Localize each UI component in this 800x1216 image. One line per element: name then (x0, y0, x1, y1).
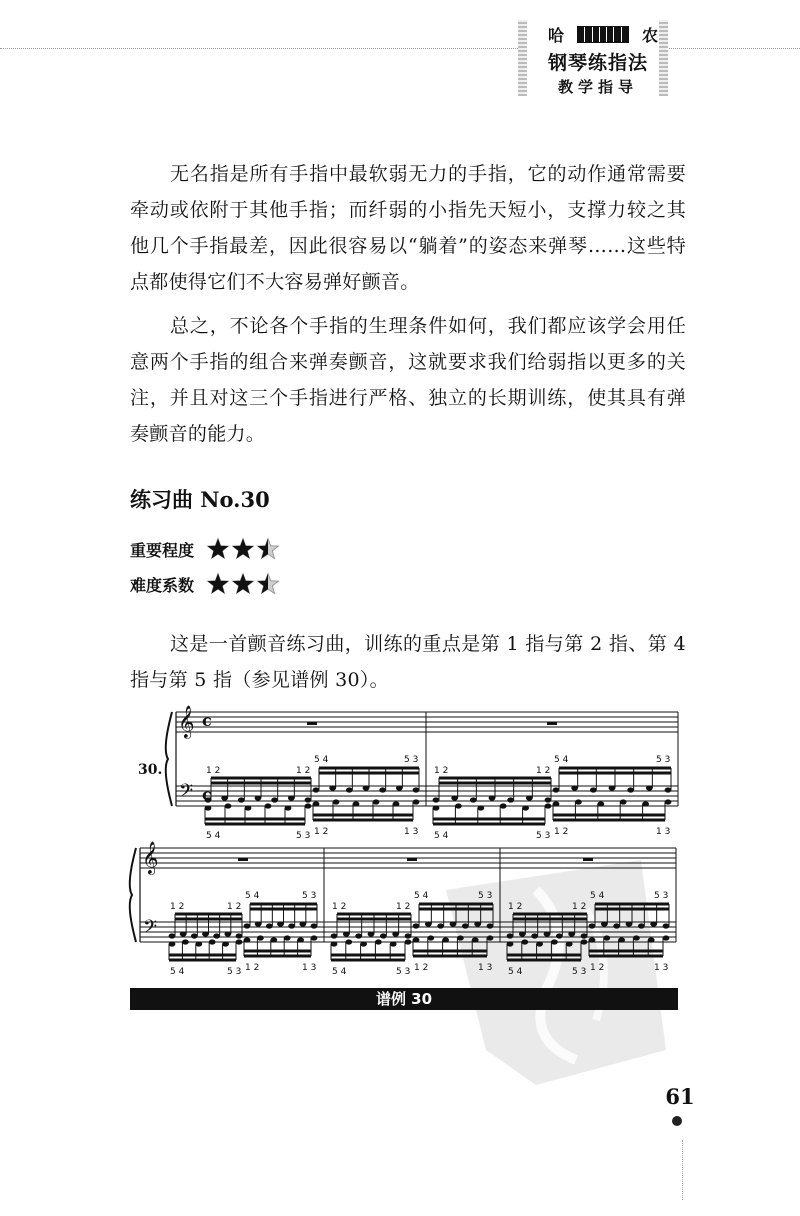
system-2-measure-2-left-upper-voice-notehead (392, 931, 399, 936)
system-1-measure-1-fingering: 5 3 (296, 831, 311, 841)
system-2-measure-1-right-lower-voice-beam (244, 955, 311, 958)
system-1-measure-2-right-lower-voice-beam (553, 819, 665, 822)
system-2-measure-1-right-lower-voice-beam (244, 950, 311, 953)
importance-label: 重要程度 (130, 540, 195, 560)
star-full-icon (206, 537, 230, 561)
system-2-measure-2-right-upper-voice-beam (419, 903, 493, 906)
system-2-measure-3-right-upper-voice-notehead (650, 921, 657, 926)
paragraph-weak-fingers: 无名指是所有手指中最软弱无力的手指，它的动作通常需要牵动或依附于其他手指；而纤弱的小指先天短小，支撑力较之其他几个手指最差，因此很容易以“躺着”的姿态来弹琴……这些特点都使得它们不大容易弹好颤音。 (130, 163, 686, 293)
system-1-measure-1-left-upper-voice-notehead (238, 797, 245, 802)
system-2-measure-2-right-lower-voice-notehead (413, 937, 420, 942)
system-1-measure-2-fingering: 5 4 (554, 755, 569, 765)
system-1-measure-2-fingering: 5 3 (536, 831, 551, 841)
system-2-measure-3-right-lower-voice-notehead (663, 935, 670, 940)
system-2-treble-clef-icon: 𝄞 (142, 841, 159, 874)
importance-stars (206, 537, 281, 561)
page-edge-mark (682, 1140, 683, 1200)
system-2-measure-1-right-upper-voice-notehead (244, 923, 251, 928)
system-2-measure-2-left-upper-voice-notehead (405, 933, 412, 938)
system-2-measure-1-left-lower-voice-beam (169, 954, 236, 957)
system-2-measure-2-right-lower-voice-notehead (457, 935, 464, 940)
system-2-measure-2-fingering: 1 2 (414, 963, 429, 973)
system-2-measure-3-left-upper-voice-notehead (531, 933, 538, 938)
system-1-measure-2-left-upper-voice-notehead (433, 797, 440, 802)
system-2-measure-3-left-lower-voice-notehead (551, 939, 558, 944)
system-2-measure-2-right-upper-voice-notehead (450, 921, 457, 926)
system-2-measure-3-right-lower-voice-beam (589, 950, 663, 953)
importance-rating (130, 536, 281, 562)
system-1-measure-2-right-upper-voice-notehead (590, 787, 597, 792)
system-2-measure-1-right-upper-voice-beam (250, 908, 317, 911)
system-2-measure-3-fingering: 1 3 (654, 963, 669, 973)
system-2-measure-2-fingering: 5 3 (396, 967, 411, 977)
system-1-measure-1-right-lower-voice-notehead (313, 801, 320, 806)
paragraph-conclusion: 总之，不论各个手指的生理条件如何，我们都应该学会用任意两个手指的组合来弹奏颤音，这就要求我们给弱指以更多的关注，并且对这三个手指进行严格、独立的长期训练，使其具有弹奏颤音的能力。 (130, 315, 686, 445)
system-2-measure-2-left-upper-voice-beam (337, 913, 411, 916)
system-1-measure-2-right-upper-voice-notehead (627, 787, 634, 792)
header-edge-right (659, 20, 668, 96)
system-1-brace-icon (166, 712, 172, 806)
system-2-measure-3-right-upper-voice-notehead (626, 921, 633, 926)
system-2-measure-2-right-upper-voice-notehead (413, 923, 420, 928)
star-half-icon (256, 572, 280, 596)
system-2-measure-1-fingering: 1 2 (245, 963, 260, 973)
system-2-measure-3-rest-icon (583, 858, 593, 861)
system-1-measure-2-left-upper-voice-beam (439, 782, 551, 785)
difficulty-stars (206, 572, 281, 596)
system-1-measure-2-left-lower-voice-notehead (500, 803, 507, 808)
system-2-measure-3-left-lower-voice-notehead (521, 939, 528, 944)
system-2-measure-2-right-upper-voice-notehead (462, 923, 469, 928)
system-1-measure-1-left-lower-voice-notehead (205, 805, 212, 810)
system-2-measure-3-right-lower-voice-notehead (633, 935, 640, 940)
system-2-measure-1-left-lower-voice-notehead (195, 941, 202, 946)
system-1-measure-1-fingering: 1 2 (296, 766, 311, 776)
system-2-measure-1-left-upper-voice-notehead (224, 931, 231, 936)
header-edge-left (518, 20, 527, 96)
system-2-measure-3-left-lower-voice-beam (507, 954, 581, 957)
system-2-measure-1-right-upper-voice-notehead (299, 921, 306, 926)
system-1-measure-1-left-lower-voice-notehead (305, 803, 312, 808)
system-2-measure-3-left-lower-voice-notehead (507, 941, 514, 946)
system-1-measure-2-right-upper-voice-notehead (665, 787, 672, 792)
system-1-measure-2-left-upper-voice-notehead (470, 797, 477, 802)
system-2-measure-3-right-lower-voice-notehead (648, 937, 655, 942)
system-2-measure-2-fingering: 1 2 (396, 902, 411, 912)
system-2-measure-2-fingering: 5 4 (332, 967, 347, 977)
system-2-measure-3-left-lower-voice-notehead (566, 941, 573, 946)
system-2-measure-2-right-lower-voice-beam (413, 950, 487, 953)
system-1-measure-2-left-upper-voice-notehead (526, 795, 533, 800)
system-2-measure-1-fingering: 1 2 (170, 902, 185, 912)
system-1-measure-2-left-upper-voice-notehead (507, 797, 514, 802)
system-1-measure-2-right-upper-voice-notehead (553, 787, 560, 792)
system-2-measure-3-fingering: 5 4 (590, 891, 605, 901)
system-1-measure-1-left-upper-voice-notehead (305, 797, 312, 802)
system-2-measure-2-left-lower-voice-notehead (390, 941, 397, 946)
system-1-measure-2-fingering: 1 2 (554, 827, 569, 837)
system-2-measure-1-right-lower-voice-notehead (284, 935, 291, 940)
system-1-measure-2-left-lower-voice-beam (433, 823, 545, 826)
difficulty-label: 难度系数 (130, 575, 195, 595)
system-1-measure-2-fingering: 1 2 (536, 766, 551, 776)
system-2-measure-1-rest-icon (238, 858, 248, 861)
system-2-measure-3-left-upper-voice-notehead (581, 933, 588, 938)
system-1-measure-2-right-lower-voice-notehead (665, 799, 672, 804)
system-1-measure-2-right-upper-voice-notehead (646, 785, 653, 790)
system-2-measure-3-fingering: 1 2 (590, 963, 605, 973)
system-1-time-signature: c (202, 711, 212, 730)
system-2-measure-3-right-upper-voice-notehead (601, 921, 608, 926)
system-2-measure-3-left-lower-voice-beam (507, 959, 581, 962)
system-1-measure-1-fingering: 5 3 (404, 755, 419, 765)
system-1-measure-1-fingering: 1 2 (314, 827, 329, 837)
system-1-measure-1-left-lower-voice-beam (205, 818, 305, 821)
system-2-measure-1-left-upper-voice-notehead (213, 933, 220, 938)
system-2-measure-2-right-lower-voice-notehead (472, 937, 479, 942)
system-2-measure-1-fingering: 5 3 (302, 891, 317, 901)
system-1-measure-2-fingering: 1 3 (656, 827, 671, 837)
system-2-measure-1-left-lower-voice-notehead (236, 939, 243, 944)
system-1-measure-1-left-lower-voice-notehead (265, 803, 272, 808)
header-rule (0, 48, 800, 49)
system-2-measure-1-left-upper-voice-notehead (169, 933, 176, 938)
system-1-measure-1-left-upper-voice-notehead (255, 795, 262, 800)
system-2-measure-2-left-upper-voice-notehead (343, 931, 350, 936)
system-2-measure-2-fingering: 1 3 (478, 963, 493, 973)
author-left-char: 哈 (548, 25, 565, 45)
system-2-measure-2-left-upper-voice-notehead (355, 933, 362, 938)
system-1-measure-2-right-upper-voice-beam (559, 772, 671, 775)
system-2-measure-3-right-lower-voice-notehead (603, 935, 610, 940)
system-2-measure-3-left-upper-voice-notehead (519, 931, 526, 936)
system-1-measure-1-fingering: 1 3 (404, 827, 419, 837)
system-2-measure-2-left-lower-voice-beam (331, 959, 405, 962)
system-2-measure-1-right-upper-voice-notehead (288, 923, 295, 928)
system-2-measure-1-left-lower-voice-notehead (222, 941, 229, 946)
system-1-example-number: 30. (138, 762, 163, 778)
system-2-measure-1-left-lower-voice-notehead (209, 939, 216, 944)
system-2-measure-1-right-lower-voice-notehead (311, 935, 318, 940)
system-2-measure-2-left-lower-voice-notehead (405, 939, 412, 944)
system-2-measure-1-right-upper-voice-notehead (266, 923, 273, 928)
system-2-measure-3-left-upper-voice-notehead (507, 933, 514, 938)
system-2-measure-1-left-upper-voice-notehead (202, 931, 209, 936)
system-1-measure-1-left-upper-voice-beam (211, 777, 311, 780)
system-2-measure-1-left-upper-voice-beam (175, 913, 242, 916)
system-1-measure-2-left-upper-voice-beam (439, 777, 551, 780)
etude-title: 练习曲 No.30 (130, 487, 270, 512)
system-1-measure-2-left-lower-voice-notehead (522, 805, 529, 810)
system-1-measure-1-right-lower-voice-notehead (413, 799, 420, 804)
system-1-measure-2-right-lower-voice-notehead (553, 801, 560, 806)
system-2-measure-1-right-upper-voice-notehead (277, 921, 284, 926)
system-2-measure-3-left-lower-voice-notehead (581, 939, 588, 944)
system-2-measure-1-right-lower-voice-notehead (270, 937, 277, 942)
system-2-measure-3-left-upper-voice-beam (513, 913, 587, 916)
system-2-measure-1-right-lower-voice-notehead (257, 935, 264, 940)
system-2-measure-2-rest-icon (407, 858, 417, 861)
system-1-measure-1-left-upper-voice-notehead (271, 797, 278, 802)
system-2-measure-2-right-upper-voice-notehead (474, 921, 481, 926)
system-2-measure-1-left-lower-voice-notehead (182, 939, 189, 944)
system-2-measure-1-fingering: 1 3 (302, 963, 317, 973)
system-1-measure-1-fingering: 5 4 (314, 755, 329, 765)
system-2-measure-2-left-lower-voice-notehead (360, 941, 367, 946)
system-2-measure-1-left-upper-voice-notehead (180, 931, 187, 936)
system-2-measure-3-right-lower-voice-beam (589, 955, 663, 958)
system-2-measure-2-right-upper-voice-notehead (437, 923, 444, 928)
system-2-measure-3-fingering: 5 3 (572, 967, 587, 977)
system-2-measure-2-left-lower-voice-notehead (331, 941, 338, 946)
paragraph-etude-intro: 这是一首颤音练习曲，训练的重点是第 1 指与第 2 指、第 4 指与第 5 指（参见谱例 30）。 (130, 633, 686, 691)
system-1-measure-1-right-upper-voice-notehead (363, 785, 370, 790)
system-2-measure-3-right-upper-voice-notehead (613, 923, 620, 928)
system-1-measure-1-right-lower-voice-notehead (333, 799, 340, 804)
system-1-measure-2-right-lower-voice-notehead (597, 801, 604, 806)
system-2-measure-2-left-upper-voice-notehead (380, 933, 387, 938)
system-2-measure-1-left-upper-voice-beam (175, 918, 242, 921)
system-1-measure-1-right-lower-voice-beam (313, 819, 413, 822)
author-right-char: 农 (641, 25, 658, 45)
system-2-measure-1-fingering: 5 3 (227, 967, 242, 977)
star-half-icon (256, 537, 280, 561)
system-2-bass-clef-icon: 𝄢 (143, 917, 158, 942)
system-2-measure-3-left-upper-voice-beam (513, 918, 587, 921)
system-1-measure-1-left-lower-voice-notehead (225, 803, 232, 808)
running-header (518, 14, 668, 98)
system-1-measure-2-left-lower-voice-notehead (455, 803, 462, 808)
system-1-measure-1-right-upper-voice-notehead (313, 787, 320, 792)
system-1-measure-2-right-lower-voice-notehead (575, 799, 582, 804)
system-1-measure-2-left-upper-voice-notehead (545, 797, 552, 802)
system-2-measure-1-right-upper-voice-beam (250, 903, 317, 906)
system-1-measure-2-left-lower-voice-notehead (433, 805, 440, 810)
system-1-measure-1-fingering: 5 4 (206, 831, 221, 841)
system-1-measure-1-right-lower-voice-notehead (373, 799, 380, 804)
system-2-measure-3-right-upper-voice-notehead (663, 923, 670, 928)
system-1-measure-2-fingering: 1 2 (434, 766, 449, 776)
system-2-measure-1-right-lower-voice-notehead (244, 937, 251, 942)
system-1-measure-2-left-lower-voice-notehead (477, 805, 484, 810)
difficulty-rating (130, 571, 281, 597)
system-1-time-signature: c (202, 785, 212, 804)
system-2-measure-1-left-lower-voice-notehead (169, 941, 176, 946)
system-2-measure-3-right-upper-voice-notehead (589, 923, 596, 928)
system-2-measure-2-right-upper-voice-beam (419, 908, 493, 911)
system-2-measure-2-left-lower-voice-notehead (375, 939, 382, 944)
system-1-measure-2-rest-icon (547, 722, 557, 725)
system-1-measure-1-left-lower-voice-notehead (285, 805, 292, 810)
system-1-treble-clef-icon: 𝄞 (178, 705, 195, 738)
system-2-measure-3-fingering: 1 2 (508, 902, 523, 912)
system-1-measure-1-right-upper-voice-beam (319, 772, 419, 775)
system-2-measure-3-left-upper-voice-notehead (544, 931, 551, 936)
system-2-measure-1-left-lower-voice-beam (169, 959, 236, 962)
system-2-measure-2-left-upper-voice-beam (337, 918, 411, 921)
piano-keys-icon (577, 26, 629, 43)
system-1-measure-2-right-upper-voice-notehead (609, 785, 616, 790)
system-2-measure-2-fingering: 5 3 (478, 891, 493, 901)
system-2-measure-2-left-upper-voice-notehead (331, 933, 338, 938)
system-1-measure-1-right-upper-voice-notehead (396, 785, 403, 790)
system-1-measure-1-right-upper-voice-notehead (329, 785, 336, 790)
system-1-measure-2-right-upper-voice-beam (559, 767, 671, 770)
system-1-measure-2-fingering: 5 3 (656, 755, 671, 765)
system-2-measure-2-right-upper-voice-notehead (487, 923, 494, 928)
score-example (128, 700, 680, 990)
book-title: 钢琴练指法 (547, 52, 648, 74)
system-2-measure-3-right-upper-voice-notehead (638, 923, 645, 928)
system-2-measure-2-right-lower-voice-notehead (442, 937, 449, 942)
system-2-measure-1-left-upper-voice-notehead (236, 933, 243, 938)
system-1-measure-1-rest-icon (307, 722, 317, 725)
system-2-measure-3-left-upper-voice-notehead (556, 933, 563, 938)
page-number: 61 (665, 1084, 695, 1109)
system-2-measure-2-fingering: 1 2 (332, 902, 347, 912)
system-2-measure-1-left-upper-voice-notehead (191, 933, 198, 938)
system-1-measure-2-left-lower-voice-notehead (545, 803, 552, 808)
system-1-measure-1-right-lower-voice-notehead (393, 801, 400, 806)
system-1-measure-1-fingering: 1 2 (206, 766, 221, 776)
system-2-measure-3-left-upper-voice-notehead (568, 931, 575, 936)
system-1-measure-2-right-lower-voice-beam (553, 814, 665, 817)
system-2-measure-2-fingering: 5 4 (414, 891, 429, 901)
system-2-measure-3-right-lower-voice-notehead (618, 937, 625, 942)
system-1-measure-1-right-upper-voice-notehead (413, 787, 420, 792)
system-2-measure-2-right-lower-voice-beam (413, 955, 487, 958)
system-1-measure-1-left-lower-voice-notehead (245, 805, 252, 810)
system-2-measure-1-fingering: 1 2 (227, 902, 242, 912)
system-2-measure-1-fingering: 5 4 (245, 891, 260, 901)
system-2-measure-1-right-upper-voice-notehead (255, 921, 262, 926)
system-2-measure-2-left-lower-voice-notehead (345, 939, 352, 944)
system-1-measure-1-left-upper-voice-notehead (221, 795, 228, 800)
system-1-measure-2-right-upper-voice-notehead (571, 785, 578, 790)
system-1-bass-clef-icon: 𝄢 (179, 781, 194, 806)
system-1-measure-2-right-lower-voice-notehead (642, 801, 649, 806)
system-2-measure-1-right-upper-voice-notehead (311, 923, 318, 928)
system-1-measure-1-left-upper-voice-notehead (288, 795, 295, 800)
system-1-measure-1-right-lower-voice-notehead (353, 801, 360, 806)
system-1-measure-2-left-upper-voice-notehead (451, 795, 458, 800)
star-full-icon (206, 572, 230, 596)
system-1-measure-2-right-lower-voice-notehead (620, 799, 627, 804)
system-2-measure-2-right-lower-voice-notehead (427, 935, 434, 940)
system-2-measure-3-right-lower-voice-notehead (589, 937, 596, 942)
star-full-icon (231, 572, 255, 596)
system-2-measure-3-left-lower-voice-notehead (536, 941, 543, 946)
system-2-measure-2-right-lower-voice-notehead (487, 935, 494, 940)
system-2-measure-2-right-upper-voice-notehead (425, 921, 432, 926)
star-full-icon (231, 537, 255, 561)
system-2-measure-3-fingering: 5 3 (654, 891, 669, 901)
header-author (548, 24, 658, 44)
system-1-measure-2-left-lower-voice-beam (433, 818, 545, 821)
system-2-measure-2-left-lower-voice-beam (331, 954, 405, 957)
system-2-measure-3-fingering: 1 2 (572, 902, 587, 912)
system-2-measure-1-fingering: 5 4 (170, 967, 185, 977)
score-caption: 谱例 30 (130, 988, 678, 1010)
system-2-measure-3-right-upper-voice-beam (595, 908, 669, 911)
system-1-measure-1-left-lower-voice-beam (205, 823, 305, 826)
system-2-measure-3-fingering: 5 4 (508, 967, 523, 977)
system-1-measure-1-right-lower-voice-beam (313, 814, 413, 817)
page-dot (672, 1116, 682, 1126)
system-2-measure-2-left-upper-voice-notehead (368, 931, 375, 936)
book-subtitle: 教学指导 (557, 78, 638, 96)
system-1-measure-2-fingering: 5 4 (434, 831, 449, 841)
system-1-measure-1-right-upper-voice-notehead (346, 787, 353, 792)
system-2-measure-1-right-lower-voice-notehead (297, 937, 304, 942)
system-1-measure-2-left-upper-voice-notehead (489, 795, 496, 800)
system-1-measure-1-right-upper-voice-beam (319, 767, 419, 770)
system-1-measure-1-left-upper-voice-beam (211, 782, 311, 785)
system-2-brace-icon (130, 848, 136, 942)
system-1-measure-1-right-upper-voice-notehead (379, 787, 386, 792)
system-2-measure-3-right-upper-voice-beam (595, 903, 669, 906)
